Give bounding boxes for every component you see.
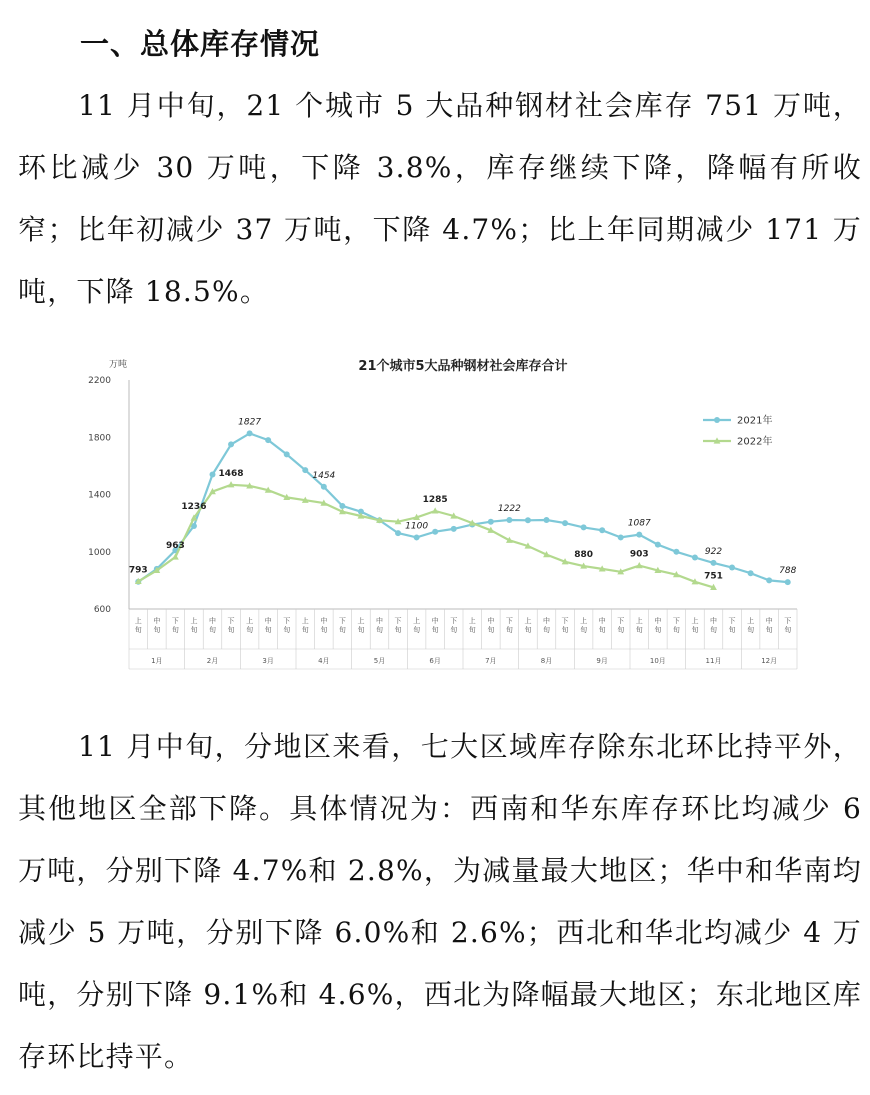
x-tick-label: 下 <box>561 617 569 625</box>
data-point <box>432 507 439 513</box>
data-point <box>228 441 234 447</box>
x-tick-label: 旬 <box>338 626 346 634</box>
regional-paragraph: 11 月中旬，分地区来看，七大区域库存除东北环比持平外，其他地区全部下降。具体情况为：西南和华东库存环比均减少 6 万吨，分别下降 4.7%和 2.8%，为减量最大地区；华中和华南均减少 5 万吨，分别下降 6.0%和 2.6%；西北和华北均减少 4 万吨，分别下降 9.1%和 4.6%，西北为降幅最大地区；东北地区库存环比持平。 <box>18 730 862 1073</box>
legend-label: 2021年 <box>737 415 773 427</box>
x-group-label: 12月 <box>761 657 778 665</box>
x-tick-label: 中 <box>765 617 773 625</box>
x-tick-label: 上 <box>580 617 588 625</box>
x-tick-label: 上 <box>635 617 643 625</box>
x-tick-label: 下 <box>283 617 291 625</box>
x-tick-label: 上 <box>357 617 365 625</box>
data-label: 1827 <box>238 417 262 428</box>
data-point <box>284 451 290 457</box>
x-tick-label: 旬 <box>728 626 736 634</box>
data-label: 1222 <box>497 503 521 514</box>
x-tick-label: 上 <box>246 617 254 625</box>
data-label: 751 <box>704 571 723 582</box>
data-label: 880 <box>574 550 594 561</box>
y-tick-label: 2200 <box>88 376 111 386</box>
x-group-label: 11月 <box>705 657 722 665</box>
x-tick-label: 旬 <box>264 626 272 634</box>
data-point <box>729 564 735 570</box>
x-tick-label: 上 <box>413 617 421 625</box>
data-point <box>692 554 698 560</box>
x-tick-label: 中 <box>431 617 439 625</box>
x-tick-label: 旬 <box>580 626 588 634</box>
legend-marker <box>714 417 720 423</box>
x-tick-label: 旬 <box>413 626 421 634</box>
data-point <box>599 527 605 533</box>
x-tick-label: 旬 <box>357 626 365 634</box>
x-tick-label: 下 <box>450 617 458 625</box>
x-tick-label: 中 <box>487 617 495 625</box>
x-group-label: 5月 <box>373 657 386 665</box>
x-group-label: 8月 <box>540 657 553 665</box>
x-tick-label: 旬 <box>450 626 458 634</box>
chart-svg <box>85 345 805 675</box>
data-label: 1468 <box>218 468 244 479</box>
x-group-label: 1月 <box>151 657 163 665</box>
data-point <box>562 520 568 526</box>
data-label: 1236 <box>181 501 207 512</box>
x-tick-label: 旬 <box>301 626 309 634</box>
x-group-label: 3月 <box>262 657 274 665</box>
x-tick-label: 旬 <box>784 626 792 634</box>
x-tick-label: 旬 <box>153 626 161 634</box>
x-tick-label: 下 <box>227 617 235 625</box>
x-tick-label: 旬 <box>524 626 532 634</box>
data-point <box>302 467 308 473</box>
data-label: 1087 <box>627 518 651 529</box>
y-tick-label: 1000 <box>88 547 111 558</box>
data-label: 1100 <box>405 521 429 532</box>
data-point <box>748 570 754 576</box>
data-point <box>247 430 253 436</box>
x-tick-label: 旬 <box>747 626 755 634</box>
data-point <box>414 534 420 540</box>
data-point <box>618 534 624 540</box>
x-tick-label: 旬 <box>468 626 476 634</box>
x-tick-label: 中 <box>598 617 606 625</box>
data-label: 788 <box>779 566 797 577</box>
x-tick-label: 上 <box>747 617 755 625</box>
x-tick-label: 下 <box>171 617 179 625</box>
series-line-2021年 <box>138 433 787 582</box>
x-group-label: 9月 <box>596 657 608 665</box>
x-tick-label: 中 <box>153 617 161 625</box>
x-tick-label: 旬 <box>672 626 680 634</box>
data-point <box>265 437 271 443</box>
x-tick-label: 旬 <box>246 626 254 634</box>
x-tick-label: 中 <box>264 617 272 625</box>
y-axis-unit-label: 万吨 <box>109 360 128 370</box>
data-label: 793 <box>128 565 148 576</box>
x-tick-label: 下 <box>728 617 736 625</box>
x-tick-label: 上 <box>524 617 532 625</box>
x-tick-label: 上 <box>134 617 142 625</box>
data-point <box>395 530 401 536</box>
data-point <box>321 484 327 490</box>
data-label: 963 <box>165 541 185 552</box>
data-label: 922 <box>704 546 723 557</box>
x-tick-label: 下 <box>394 617 402 625</box>
data-point <box>544 517 550 523</box>
x-tick-label: 上 <box>691 617 699 625</box>
x-tick-label: 旬 <box>171 626 179 634</box>
x-tick-label: 旬 <box>376 626 383 634</box>
x-tick-label: 旬 <box>561 626 569 634</box>
inventory-line-chart <box>85 345 805 675</box>
data-point <box>525 517 531 523</box>
summary-paragraph: 11 月中旬，21 个城市 5 大品种钢材社会库存 751 万吨，环比减少 30 万吨，下降 3.8%，库存继续下降，降幅有所收窄；比年初减少 37 万吨，下降 4.7%；比上年同期减少 171 万吨，下降 18.5%。 <box>18 89 862 308</box>
data-point <box>785 579 791 585</box>
data-point <box>766 577 772 583</box>
data-point <box>210 471 216 477</box>
data-point <box>506 517 512 523</box>
x-tick-label: 旬 <box>598 626 606 634</box>
x-tick-label: 旬 <box>134 626 142 634</box>
data-point <box>636 532 642 538</box>
x-tick-label: 旬 <box>543 626 550 634</box>
section-heading: 一、总体库存情况 <box>80 27 321 61</box>
x-tick-label: 旬 <box>691 626 699 634</box>
x-tick-label: 旬 <box>710 626 717 634</box>
x-group-label: 2月 <box>206 657 219 665</box>
data-point <box>581 524 587 530</box>
x-tick-label: 下 <box>672 617 680 625</box>
y-tick-label: 1400 <box>88 490 111 501</box>
data-point <box>488 519 494 525</box>
x-group-label: 10月 <box>649 657 666 665</box>
data-point <box>711 560 717 566</box>
y-tick-label: 1800 <box>88 433 111 444</box>
x-tick-label: 旬 <box>635 626 643 634</box>
data-point <box>673 549 679 555</box>
x-tick-label: 上 <box>468 617 476 625</box>
legend-label: 2022年 <box>737 436 773 448</box>
x-tick-label: 下 <box>338 617 346 625</box>
x-tick-label: 旬 <box>487 626 495 634</box>
x-tick-label: 旬 <box>431 626 439 634</box>
x-tick-label: 旬 <box>394 626 402 634</box>
y-tick-label: 600 <box>93 605 111 615</box>
x-tick-label: 上 <box>190 617 198 625</box>
x-tick-label: 下 <box>617 617 625 625</box>
x-group-label: 4月 <box>318 657 330 665</box>
x-tick-label: 旬 <box>617 626 625 634</box>
x-tick-label: 旬 <box>227 626 235 634</box>
x-tick-label: 中 <box>209 617 216 625</box>
x-tick-label: 中 <box>320 617 328 625</box>
x-tick-label: 下 <box>784 617 792 625</box>
x-group-label: 7月 <box>485 657 497 665</box>
data-point <box>655 542 661 548</box>
x-group-label: 6月 <box>429 657 441 665</box>
data-label: 1454 <box>312 470 336 481</box>
chart-title: 21个城市5大品种钢材社会库存合计 <box>358 359 568 374</box>
x-tick-label: 下 <box>505 617 513 625</box>
x-tick-label: 中 <box>654 617 662 625</box>
x-tick-label: 上 <box>301 617 309 625</box>
data-point <box>451 526 457 532</box>
data-label: 1285 <box>422 494 448 505</box>
data-label: 903 <box>629 549 649 560</box>
x-tick-label: 旬 <box>190 626 198 634</box>
x-tick-label: 旬 <box>209 626 216 634</box>
data-point <box>432 529 438 535</box>
x-tick-label: 中 <box>710 617 717 625</box>
x-tick-label: 旬 <box>765 626 773 634</box>
x-tick-label: 中 <box>376 617 383 625</box>
x-tick-label: 旬 <box>654 626 662 634</box>
x-tick-label: 旬 <box>505 626 513 634</box>
x-tick-label: 旬 <box>320 626 328 634</box>
x-tick-label: 旬 <box>283 626 291 634</box>
data-point <box>339 503 345 509</box>
x-tick-label: 中 <box>543 617 550 625</box>
